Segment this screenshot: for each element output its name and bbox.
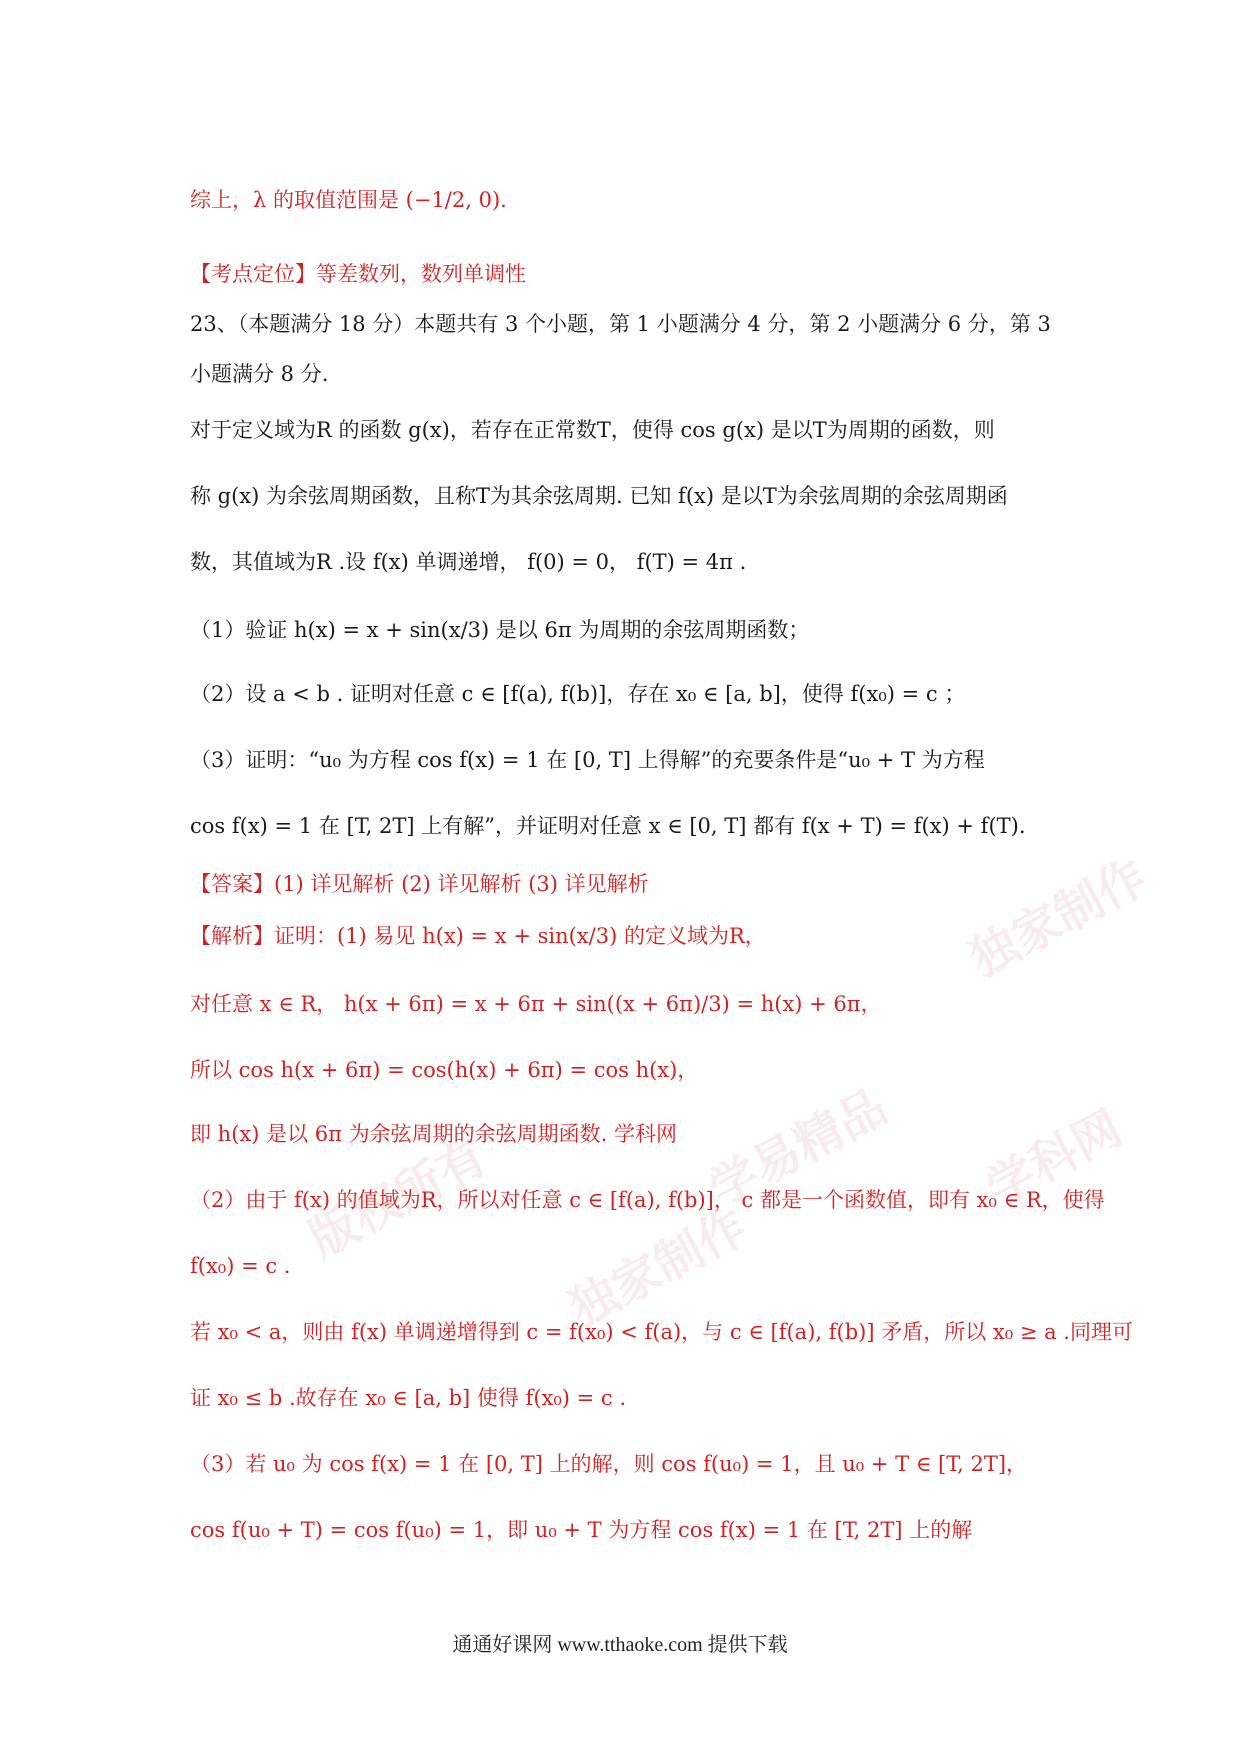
watermark-text: 学科网 (977, 1099, 1131, 1218)
analysis-line: （2）由于 f(x) 的值域为R，所以对任意 c ∈ [f(a), f(b)]， c 都是一个函数值，即有 x₀ ∈ R，使得 (190, 1188, 1105, 1212)
analysis-line: （3）若 u₀ 为 cos f(x) = 1 在 [0, T] 上的解，则 cos f(u₀) = 1，且 u₀ + T ∈ [T, 2T]， (190, 1452, 1028, 1476)
analysis-line: 即 h(x) 是以 6π 为余弦周期的余弦周期函数. 学科网 (190, 1122, 677, 1146)
page-footer: 通通好课网 www.tthaoke.com 提供下载 (452, 1634, 788, 1656)
problem-text: 称 g(x) 为余弦周期函数，且称T为其余弦周期. 已知 f(x) 是以T为余弦周期的余弦周期函 (190, 484, 1008, 508)
analysis-line: f(x₀) = c . (190, 1254, 291, 1278)
answer-line: 【答案】(1) 详见解析 (2) 详见解析 (3) 详见解析 (190, 872, 649, 896)
analysis-line: 证 x₀ ≤ b .故存在 x₀ ∈ [a, b] 使得 f(x₀) = c . (190, 1386, 627, 1410)
analysis-line: 若 x₀ < a，则由 f(x) 单调递增得到 c = f(x₀) < f(a)，与 c ∈ [f(a), f(b)] 矛盾，所以 x₀ ≥ a .同理可 (190, 1320, 1133, 1344)
watermark-text: 独家制作 (560, 1198, 757, 1339)
problem-text: 数，其值域为R .设 f(x) 单调递增， f(0) = 0， f(T) = 4π . (190, 550, 747, 574)
problem-header-cont: 小题满分 8 分. (190, 362, 329, 386)
subquestion-3-cont: cos f(x) = 1 在 [T, 2T] 上有解”，并证明对任意 x ∈ [0, T] 都有 f(x + T) = f(x) + f(T). (190, 814, 1026, 838)
problem-text: 对于定义域为R 的函数 g(x)，若存在正常数T，使得 cos g(x) 是以T为周期的函数，则 (190, 418, 995, 442)
conclusion-line: 综上，λ 的取值范围是 (−1/2, 0). (190, 188, 507, 212)
watermark-text: 学易精品 (700, 1078, 897, 1219)
topic-tag: 【考点定位】等差数列，数列单调性 (190, 262, 526, 286)
problem-header: 23、（本题满分 18 分）本题共有 3 个小题，第 1 小题满分 4 分，第 2 小题满分 6 分，第 3 (190, 312, 1051, 336)
analysis-line: 对任意 x ∈ R， h(x + 6π) = x + 6π + sin((x + 6π)/3) = h(x) + 6π， (190, 992, 882, 1016)
subquestion-2: （2）设 a < b . 证明对任意 c ∈ [f(a), f(b)]，存在 x₀ ∈ [a, b]，使得 f(x₀) = c ； (190, 682, 966, 706)
analysis-line: cos f(u₀ + T) = cos f(u₀) = 1，即 u₀ + T 为方程 cos f(x) = 1 在 [T, 2T] 上的解 (190, 1518, 973, 1542)
analysis-line: 所以 cos h(x + 6π) = cos(h(x) + 6π) = cos h(x)， (190, 1058, 699, 1082)
subquestion-3: （3）证明：“u₀ 为方程 cos f(x) = 1 在 [0, T] 上得解”的充要条件是“u₀ + T 为方程 (190, 748, 985, 772)
analysis-line: 【解析】证明：(1) 易见 h(x) = x + sin(x/3) 的定义域为R， (190, 924, 766, 948)
watermark-text: 独家制作 (960, 848, 1157, 989)
watermark-text: 版权所有 (300, 1128, 497, 1269)
subquestion-1: （1）验证 h(x) = x + sin(x/3) 是以 6π 为周期的余弦周期函数； (190, 618, 810, 642)
